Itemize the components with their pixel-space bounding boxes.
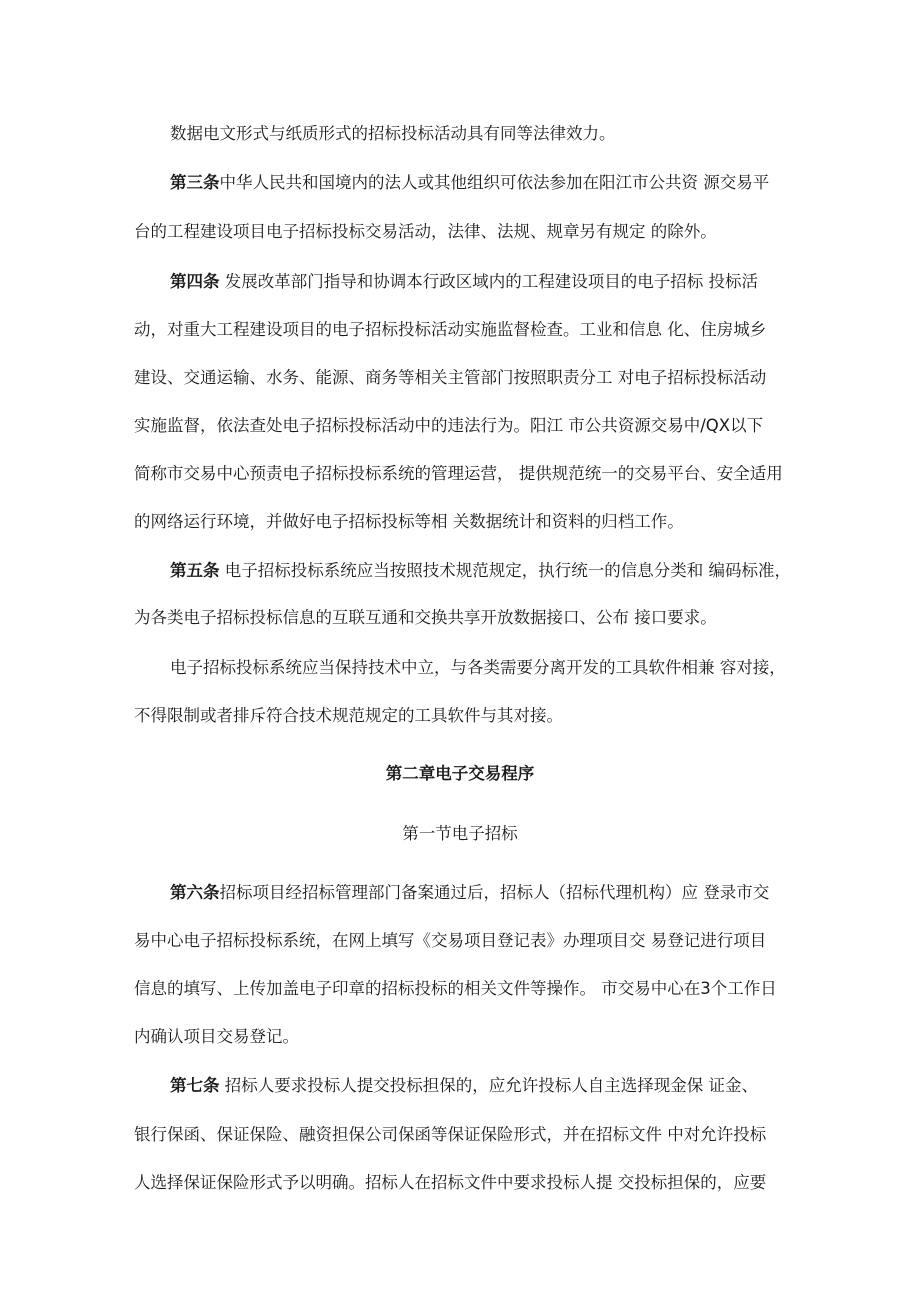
paragraph-line: 电子招标投标系统应当保持技术中立，与各类需要分离开发的工具软件相兼 容对接，	[170, 658, 786, 677]
article-3-line-1: 第三条中华人民共和国境内的法人或其他组织可依法参加在阳江市公共资 源交易平	[170, 173, 770, 192]
article-4-line-5: 简称市交易中心预责电子招标投标系统的管理运营， 提供规范统一的交易平台、安全适用	[134, 464, 783, 483]
section-heading: 第一节电子招标	[402, 824, 518, 843]
article-6-label: 第六条	[170, 883, 220, 902]
article-4-line-6: 的网络运行环境，并做好电子招标投标等相 关数据统计和资料的归档工作。	[134, 512, 684, 531]
article-3-label: 第三条	[170, 173, 220, 192]
article-5-line-2: 为各类电子招标投标信息的互联互通和交换共享开放数据接口、公布 接口要求。	[134, 608, 717, 627]
article-7-line-2: 银行保函、保证保险、融资担保公司保函等保证保险形式，并在招标文件 中对允许投标	[134, 1125, 767, 1144]
article-4-line-2: 动，对重大工程建设项目的电子招标投标活动实施监督检查。工业和信息 化、住房城乡	[134, 320, 767, 339]
paragraph-line: 不得限制或者排斥符合技术规范规定的工具软件与其对接。	[134, 706, 563, 725]
article-6-line-1: 第六条招标项目经招标管理部门备案通过后，招标人（招标代理机构）应 登录市交	[170, 883, 770, 902]
article-7-line-1: 第七条 招标人要求投标人提交投标担保的，应允许投标人自主选择现金保 证金、	[170, 1076, 758, 1095]
article-4-line-4: 实施监督，依法查处电子招标投标活动中的违法行为。阳江 市公共资源交易中/QX以下	[134, 416, 764, 435]
article-6-line-3: 信息的填写、上传加盖电子印章的招标投标的相关文件等操作。 市交易中心在3个工作日	[134, 979, 777, 998]
article-4-line-3: 建设、交通运输、水务、能源、商务等相关主管部门按照职责分工 对电子招标投标活动	[134, 368, 767, 387]
article-6-line-2: 易中心电子招标投标系统，在网上填写《交易项目登记表》办理项目交 易登记进行项目	[134, 931, 767, 950]
article-5-label: 第五条	[170, 561, 220, 580]
article-4-label: 第四条	[170, 272, 220, 291]
article-7-line-3: 人选择保证保险形式予以明确。招标人在招标文件中要求投标人提 交投标担保的，应要	[134, 1173, 767, 1192]
article-3-line-2: 台的工程建设项目电子招标投标交易活动，法律、法规、规章另有规定 的除外。	[134, 222, 717, 241]
article-6-line-4: 内确认项目交易登记。	[134, 1027, 299, 1046]
article-4-line-1: 第四条 发展改革部门指导和协调本行政区域内的工程建设项目的电子招标 投标活	[170, 272, 758, 291]
article-5-line-1: 第五条 电子招标投标系统应当按照技术规范规定，执行统一的信息分类和 编码标准，	[170, 561, 791, 580]
chapter-heading: 第二章电子交易程序	[385, 764, 535, 783]
article-7-label: 第七条	[170, 1076, 220, 1095]
paragraph-line: 数据电文形式与纸质形式的招标投标活动具有同等法律效力。	[170, 124, 616, 143]
